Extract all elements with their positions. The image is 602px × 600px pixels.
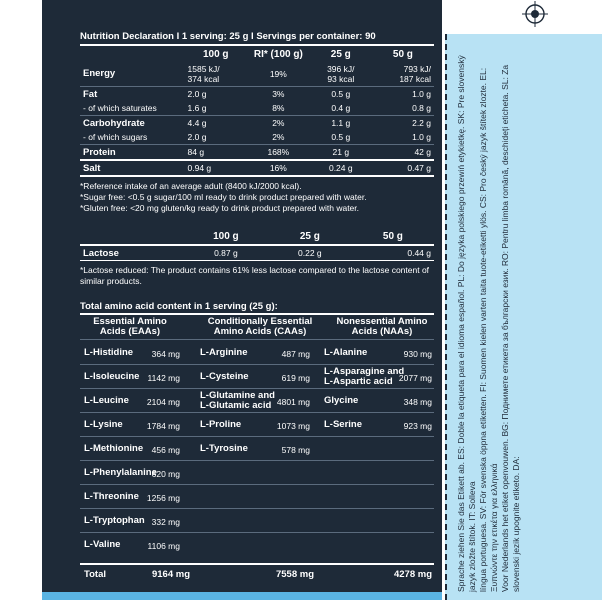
amino-acid-name: L-Threonine [84,491,139,502]
amino-acid-value: 364 mg [151,349,180,359]
value-50g: 42 g [372,145,434,161]
col-header-caa: Conditionally Essential Amino Acids (CAAs) [207,316,313,337]
col-header-eaa: Essential Amino Acids (EAAs) [93,316,167,337]
amino-acid-name: L-Arginine [200,347,248,358]
value-100g: 2.0 g [185,87,247,102]
col-header: 25 g [330,48,351,60]
total-caa: 7558 mg [275,569,314,580]
nutrient-name: Fat [80,87,185,102]
amino-acid-value: 1256 mg [146,493,180,503]
nutrient-name: Carbohydrate [80,116,185,131]
value-100g: 4.4 g [185,116,247,131]
amino-acid-name: L-Leucine [84,395,129,406]
value-25g: 21 g [310,145,372,161]
value-100g: 84 g [185,145,247,161]
language-flap-text [456,40,521,592]
amino-acid-value: 578 mg [281,445,310,455]
value-ri: 2% [247,116,310,131]
total-label: Total [84,569,106,580]
lactose-value: 0.44 g [352,245,434,260]
value-ri: 8% [272,103,285,113]
nutrition-row [80,130,434,145]
flap-line: Voor Nederlands het etiket openvouwen. BG: Поднимете етикета за български език. RO: Pentru limba română, deschideți eticheta. SL: Za slovenski jezik upognite etiketo. DA: [500,64,521,592]
value-100g: 1.6 g [187,103,207,113]
value-25g: 0.5 g [331,132,351,142]
total-naa: 4278 mg [393,569,432,580]
lactose-note: *Lactose reduced: The product contains 61% less lactose compared to the lactose content of similar products. [80,265,430,286]
nutrition-row [80,116,434,131]
nutrient-name: - of which sugars [83,132,148,142]
col-header: 50 g [382,230,403,242]
value-50g: 1.0 g [372,87,434,102]
value-50g: 793 kJ/ 187 kcal [399,64,431,84]
nutrition-row [80,62,434,87]
amino-acid-value: 332 mg [151,517,180,527]
amino-acid-name: L-Alanine [324,347,368,358]
value-ri: 3% [247,87,310,102]
amino-acid-name: L-Proline [200,419,242,430]
value-100g: 2.0 g [187,132,207,142]
value-25g: 0.5 g [310,87,372,102]
value-50g: 2.2 g [372,116,434,131]
value-ri: 19% [269,69,287,79]
amino-acid-value: 2077 mg [398,373,432,383]
amino-acid-name: L-Serine [324,419,363,430]
amino-acid-value: 2104 mg [146,397,180,407]
col-header: 100 g [213,230,239,242]
value-50g: 1.0 g [412,132,431,142]
amino-title: Total amino acid content in 1 serving (25 g): [80,301,278,312]
lactose-value: 0.87 g [184,245,268,260]
nutrient-name: Energy [83,68,116,79]
nutrition-row [80,87,434,102]
amino-acid-value: 1106 mg [147,541,180,551]
amino-acid-table [80,317,434,579]
nutrition-title: Nutrition Declaration I 1 serving: 25 g I Servings per container: 90 [80,31,376,42]
nutrient-name: - of which saturates [83,103,157,113]
amino-acid-name: L-Histidine [84,347,134,358]
amino-acid-name: L-Methionine [84,443,144,454]
value-25g: 0.24 g [310,160,372,175]
amino-acid-name: L-Asparagine and L-Aspartic acid [324,366,405,387]
amino-acid-name: L-Lysine [84,419,123,430]
amino-acid-value: 348 mg [403,397,432,407]
col-header: RI* (100 g) [253,48,303,60]
bottom-accent-bar [42,592,442,600]
amino-acid-name: Glycine [324,395,359,406]
value-100g: 0.94 g [185,160,247,175]
registration-mark-icon [522,1,548,27]
amino-acid-name: L-Glutamine and L-Glutamic acid [200,390,275,411]
amino-acid-name: L-Isoleucine [84,371,140,382]
amino-acid-value: 923 mg [403,421,432,431]
col-header: 25 g [299,230,320,242]
nutrition-row [80,160,434,175]
nutrition-area [80,30,434,579]
lactose-label: Lactose [80,245,184,260]
amino-acid-value: 1784 mg [146,421,180,431]
value-25g: 1.1 g [310,116,372,131]
lactose-value: 0.22 g [268,245,352,260]
amino-acid-name: L-Tyrosine [200,443,248,454]
amino-acid-value: 456 mg [151,445,180,455]
note-text: *Reference intake of an average adult (8400 kJ/2000 kcal). [80,181,302,191]
amino-acid-value: 1142 mg [147,373,180,383]
note-text: *Gluten free: <20 mg gluten/kg ready to drink product prepared with water. [80,203,360,213]
nutrition-notes [80,181,434,214]
amino-acid-name: L-Tryptophan [84,515,145,526]
col-header: 50 g [392,48,413,60]
amino-acid-value: 1073 mg [276,421,310,431]
col-header-naa: Nonessential Amino Acids (NAAs) [336,316,428,337]
col-header: 100 g [202,48,229,60]
nutrition-table [80,46,434,175]
value-25g: 396 kJ/ 93 kcal [327,64,355,84]
amino-acid-value: 4801 mg [276,397,310,407]
value-ri: 16% [247,160,310,175]
value-100g: 1585 kJ/ 374 kcal [187,64,220,84]
nutrition-row [80,145,434,161]
nutrient-name: Protein [80,145,185,161]
amino-acid-value: 930 mg [403,349,432,359]
amino-acid-value: 620 mg [151,469,180,479]
flap-line: língua portuguesa. SV: För svenska öppna etiketten. FI: Suomen kielen varten taita tuote-etiketti ylös. CS: Pro český jazyk štítek zlozte. EL: Ξυπνώντε την ετικέτα για ελληνικά [478,67,499,592]
value-50g: 0.8 g [412,103,431,113]
lactose-table [80,228,434,260]
value-ri: 2% [272,132,285,142]
value-50g: 0.47 g [372,160,434,175]
amino-acid-value: 487 mg [281,349,310,359]
amino-acid-value: 619 mg [281,373,310,383]
amino-acid-name: L-Valine [84,539,121,550]
nutrition-row [80,101,434,116]
value-ri: 168% [247,145,310,161]
total-row [80,563,434,583]
nutrient-name: Salt [80,160,185,175]
note-text: *Sugar free: <0.5 g sugar/100 ml ready to drink product prepared with water. [80,192,367,202]
amino-acid-name: L-Cysteine [200,371,249,382]
flap-line: Sprache ziehen Sie das Etikett ab. ES: Doble la etiqueta para el idioma español. PL: Do języka polskiego przewiń etykietkę. SK: Pre slovenský jazyk zložte štítok. IT: Solleva [456,55,477,592]
total-eaa: 9164 mg [151,569,190,580]
value-25g: 0.4 g [331,103,351,113]
amino-acid-name: L-Phenylalanine [84,467,157,478]
